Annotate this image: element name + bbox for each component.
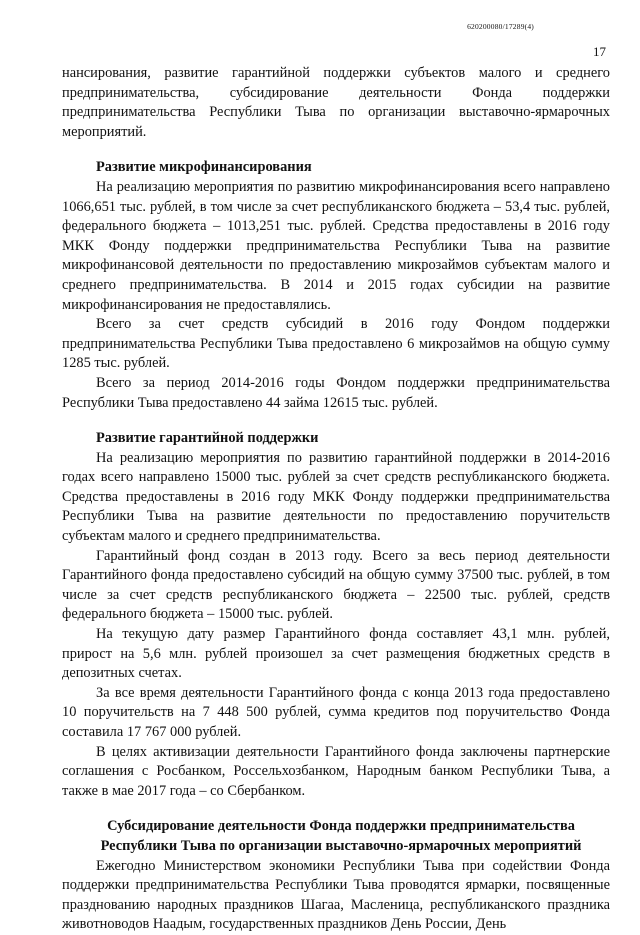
microfinance-paragraph-3: Всего за период 2014-2016 годы Фондом поддержки предпринимательства Республики Тыва предоставлено 44 займа 12615 тыс. рублей. bbox=[62, 374, 610, 411]
section-heading-microfinance: Развитие микрофинансирования bbox=[96, 159, 312, 176]
document-code: 620200080/17289(4) bbox=[467, 22, 534, 31]
microfinance-paragraph-1: На реализацию мероприятия по развитию микрофинансирования всего направлено 1066,651 тыс. рублей, в том числе за счет республиканского бюджета – 53,4 тыс. рублей, федерального бюджета – 1013,251 тыс. рублей. Средства предоставлены в 2016 году МКК Фонду поддержки предпринимательства Республики Тыва на развитие микрофинансовой деятельности по предоставлению микрозаймов субъектам малого и среднего предпринимательства. В 2014 и 2015 годах субсидии на развитие микрофинансирования не предоставлялись. bbox=[62, 178, 610, 313]
guarantee-paragraph-4: За все время деятельности Гарантийного фонда с конца 2013 года предоставлено 10 поручительств на 7 448 500 рублей, сумма кредитов под поручительство Фонда составила 17 767 000 рублей. bbox=[62, 684, 610, 740]
page-number: 17 bbox=[593, 44, 606, 59]
section-gap bbox=[62, 413, 610, 429]
guarantee-paragraph-3: На текущую дату размер Гарантийного фонда составляет 43,1 млн. рублей, прирост на 5,6 млн. рублей произошел за счет размещения бюджетных средств в депозитных счетах. bbox=[62, 626, 610, 682]
section-heading-guarantee: Развитие гарантийной поддержки bbox=[96, 430, 319, 447]
intro-paragraph: нансирования, развитие гарантийной поддержки субъектов малого и среднего предпринимательства, субсидирование деятельности Фонда поддержки предпринимательства Республики Тыва по организации выставочно-ярмарочных мероприятий. bbox=[62, 65, 610, 140]
section-heading-subsidy-line-1: Субсидирование деятельности Фонда поддержки предпринимательства bbox=[107, 818, 575, 835]
section-gap bbox=[62, 142, 610, 158]
guarantee-paragraph-2: Гарантийный фонд создан в 2013 году. Всего за весь период деятельности Гарантийного фонда предоставлено субсидий на общую сумму 37500 тыс. рублей, в том числе за счет средств республиканского бюджета – 22500 тыс. рублей, средств федерального бюджета – 15000 тыс. рублей. bbox=[62, 547, 610, 623]
microfinance-paragraph-2: Всего за счет средств субсидий в 2016 году Фондом поддержки предпринимательства Республики Тыва предоставлено 6 микрозаймов на общую сумму 1285 тыс. рублей. bbox=[62, 316, 610, 372]
document-body bbox=[62, 64, 610, 935]
section-heading-subsidy-line-2: Республики Тыва по организации выставочно-ярмарочных мероприятий bbox=[100, 837, 582, 854]
guarantee-paragraph-5: В целях активизации деятельности Гарантийного фонда заключены партнерские соглашения с Росбанком, Россельхозбанком, Народным банком Республики Тыва, а также в мае 2017 года – со Сбербанком. bbox=[62, 743, 610, 799]
guarantee-paragraph-1: На реализацию мероприятия по развитию гарантийной поддержки в 2014-2016 годах всего направлено 15000 тыс. рублей за счет средств республиканского бюджета. Средства предоставлены в 2016 году МКК Фонду поддержки предпринимательства Республики Тыва на развитие деятельности по предоставлению поручительств субъектам малого и среднего предпринимательства. bbox=[62, 449, 610, 545]
subsidy-paragraph-1: Ежегодно Министерством экономики Республики Тыва при содействии Фонда поддержки предпринимательства Республики Тыва проводятся ярмарки, посвященные празднованию народных праздников Шагаа, Масленица, республиканского праздника животноводов Наадым, государственных праздников День России, День bbox=[62, 857, 610, 933]
section-gap bbox=[62, 801, 610, 817]
